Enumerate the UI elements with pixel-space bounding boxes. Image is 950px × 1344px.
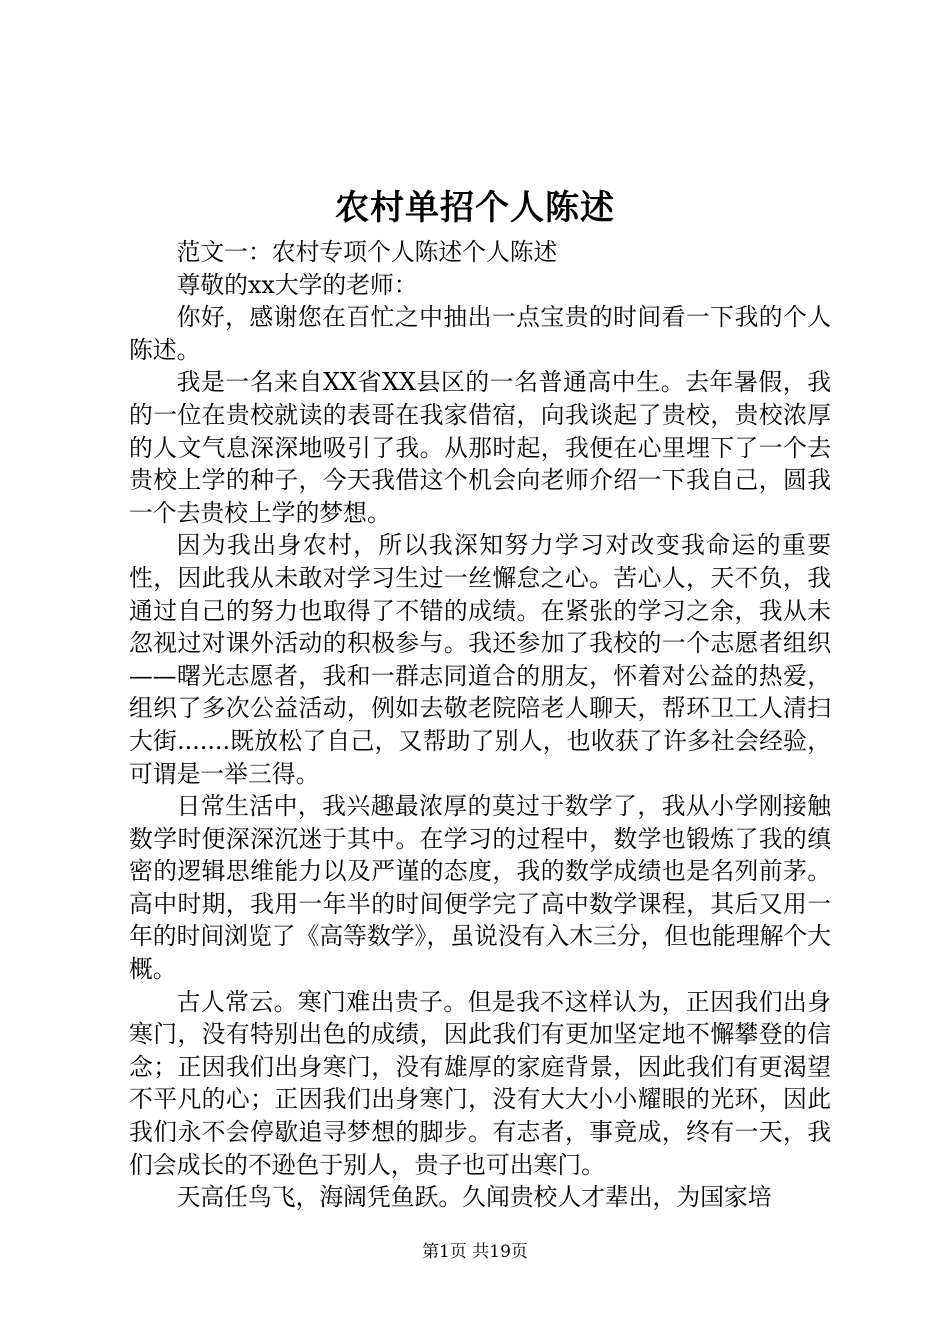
paragraph-sample-heading: 范文一：农村专项个人陈述个人陈述 (176, 238, 558, 266)
paragraph-interests: 日常生活中，我兴趣最浓厚的莫过于数学了，我从小学刚接触数学时便深深沉迷于其中。在学习的过程中，数学也锻炼了我的缜密的逻辑思维能力以及严谨的态度，我的数学成绩也是名列前茅。高中时期，我用一年半的时间便学完了高中数学课程，其后又用一年的时间浏览了《高等数学》，虽说没有入木三分，但也能理解个大概。 (129, 792, 832, 984)
document-title: 农村单招个人陈述 (335, 188, 615, 228)
paragraph-background: 因为我出身农村，所以我深知努力学习对改变我命运的重要性，因此我从未敢对学习生过一丝懈怠之心。苦心人，天不负，我通过自己的努力也取得了不错的成绩。在紧张的学习之余，我从未忽视过对课外活动的积极参与。我还参加了我校的一个志愿者组织——曙光志愿者，我和一群志同道合的朋友，怀着对公益的热爱，组织了多次公益活动，例如去敬老院陪老人聊天，帮环卫工人清扫大街.......既放松了自己，又帮助了别人，也收获了许多社会经验，可谓是一举三得。 (129, 531, 831, 788)
page-footer: 第1页 共19页 (422, 1242, 528, 1262)
document-body (129, 236, 831, 1214)
paragraph-aspiration: 古人常云。寒门难出贵子。但是我不这样认为，正因我们出身寒门，没有特别出色的成绩，因此我们有更加坚定地不懈攀登的信念；正因我们出身寒门，没有雄厚的家庭背景，因此我们有更渴望不平凡的心；正因我们出身寒门，没有大大小小耀眼的光环，因此我们永不会停歇追寻梦想的脚步。有志者，事竟成，终有一天，我们会成长的不逊色于别人，贵子也可出寒门。 (129, 987, 831, 1179)
paragraph-salutation: 尊敬的xx大学的老师： (176, 270, 418, 299)
paragraph-introduction: 我是一名来自XX省XX县区的一名普通高中生。去年暑假，我的一位在贵校就读的表哥在我家借宿，向我谈起了贵校，贵校浓厚的人文气息深深地吸引了我。从那时起，我便在心里埋下了一个去贵校上学的种子，今天我借这个机会向老师介绍一下我自己，圆我一个去贵校上学的梦想。 (129, 368, 831, 527)
paragraph-closing-fragment: 天高任鸟飞，海阔凭鱼跃。久闻贵校人才辈出，为国家培 (176, 1183, 772, 1212)
paragraph-greeting: 你好，感谢您在百忙之中抽出一点宝贵的时间看一下我的个人陈述。 (129, 303, 831, 364)
